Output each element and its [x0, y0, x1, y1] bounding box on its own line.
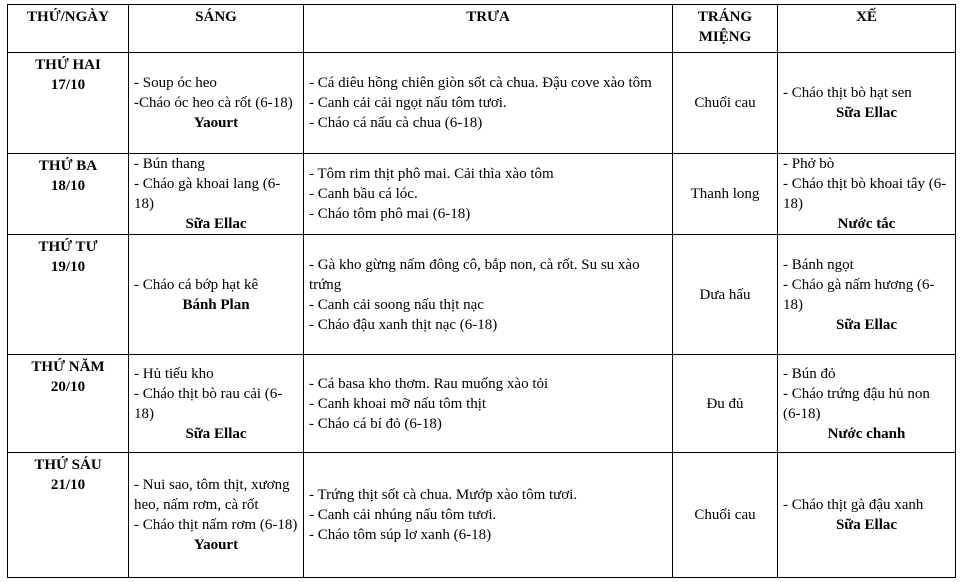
header-day: THỨ/NGÀY [8, 5, 129, 53]
day-cell [8, 235, 129, 355]
menu-row [8, 154, 956, 235]
snack-item: - Cháo thịt bò hạt sen [783, 85, 912, 101]
dessert-cell: Chuối cau [673, 453, 778, 578]
day-name: THỨ BA [38, 158, 98, 174]
snack-item: - Cháo thịt bò khoai tây (6-18) [783, 176, 947, 212]
snack-item: - Cháo trứng đậu hủ non (6-18) [783, 385, 930, 422]
lunch-cell [304, 453, 673, 578]
lunch-cell [304, 235, 673, 355]
snack-drink: Sữa Ellac [835, 105, 898, 121]
lunch-item: - Gà kho gừng nấm đông cô, bắp non, cà rốt. Su su xào trứng [309, 256, 640, 293]
breakfast-item: - Soup óc heo [134, 75, 217, 91]
day-name: THỨ TƯ [38, 239, 98, 255]
lunch-item: - Cháo cá bí đỏ (6-18) [309, 415, 442, 432]
lunch-item: - Cháo tôm phô mai (6-18) [309, 206, 471, 222]
snack-cell [778, 355, 956, 453]
lunch-cell [304, 53, 673, 154]
breakfast-item: - Cháo thịt nấm rơm (6-18) [134, 517, 298, 533]
dessert-cell: Dưa hấu [673, 235, 778, 355]
lunch-item: - Canh cải soong nấu thịt nạc [309, 296, 484, 313]
breakfast-cell [129, 53, 304, 154]
breakfast-drink: Sữa Ellac [185, 425, 247, 442]
lunch-cell [304, 355, 673, 453]
lunch-item: - Cháo cá nấu cà chua (6-18) [309, 115, 483, 131]
snack-drink: Sữa Ellac [835, 316, 898, 333]
day-name: THỨ SÁU [34, 457, 102, 473]
day-cell [8, 453, 129, 578]
snack-cell [778, 235, 956, 355]
lunch-item: - Canh cải cải ngọt nấu tôm tươi. [309, 95, 507, 111]
breakfast-item: - Cháo gà khoai lang (6-18) [134, 176, 281, 212]
lunch-item: - Canh cải nhúng nấu tôm tươi. [309, 507, 497, 523]
day-date: 19/10 [50, 259, 86, 275]
breakfast-drink: Sữa Ellac [185, 216, 247, 232]
header-snack: XẾ [778, 5, 956, 53]
snack-cell [778, 53, 956, 154]
breakfast-drink: Yaourt [193, 115, 239, 131]
weekly-menu-table [7, 4, 956, 578]
breakfast-drink: Yaourt [193, 537, 239, 553]
header-lunch: TRƯA [304, 5, 673, 53]
lunch-item: - Cá diêu hồng chiên giòn sốt cà chua. Đậu cove xào tôm [309, 75, 652, 91]
snack-cell [778, 453, 956, 578]
dessert-cell: Thanh long [673, 154, 778, 235]
breakfast-item: - Cháo cá bớp hạt kê [134, 276, 259, 293]
lunch-item: - Cá basa kho thơm. Rau muống xào tỏi [309, 375, 549, 392]
lunch-item: - Trứng thịt sốt cà chua. Mướp xào tôm tươi. [309, 487, 578, 503]
breakfast-item: - Hủ tiếu kho [134, 365, 214, 382]
header-breakfast: SÁNG [129, 5, 304, 53]
lunch-item: - Cháo đậu xanh thịt nạc (6-18) [309, 316, 498, 333]
snack-item: - Cháo thịt gà đậu xanh [783, 497, 924, 513]
snack-item: - Bún đỏ [783, 365, 836, 382]
lunch-cell [304, 154, 673, 235]
breakfast-item: - Cháo thịt bò rau cải (6-18) [134, 385, 283, 422]
menu-row [8, 235, 956, 355]
breakfast-item: -Cháo óc heo cà rốt (6-18) [134, 95, 293, 111]
dessert-cell: Chuối cau [673, 53, 778, 154]
day-date: 17/10 [50, 77, 86, 93]
lunch-item: - Canh khoai mỡ nấu tôm thịt [309, 395, 487, 412]
snack-drink: Sữa Ellac [835, 517, 898, 533]
menu-body [8, 53, 956, 578]
snack-item: - Bánh ngọt [783, 256, 854, 273]
header-dessert: TRÁNG MIỆNG [673, 5, 778, 53]
snack-cell [778, 154, 956, 235]
menu-row [8, 453, 956, 578]
breakfast-cell [129, 235, 304, 355]
lunch-item: - Canh bầu cá lóc. [309, 186, 418, 202]
breakfast-cell [129, 453, 304, 578]
header-row [8, 5, 956, 53]
lunch-item: - Cháo tôm súp lơ xanh (6-18) [309, 527, 492, 543]
breakfast-item: - Nui sao, tôm thịt, xương heo, nấm rơm, cà rốt [134, 477, 290, 513]
menu-row [8, 53, 956, 154]
breakfast-item: - Bún thang [134, 156, 205, 172]
snack-drink: Nước tắc [837, 216, 896, 232]
snack-item: - Phở bò [783, 156, 835, 172]
day-date: 21/10 [50, 477, 86, 493]
breakfast-drink: Bánh Plan [182, 296, 250, 313]
day-cell [8, 53, 129, 154]
day-cell [8, 355, 129, 453]
day-name: THỨ NĂM [31, 359, 105, 375]
day-name: THỨ HAI [35, 57, 101, 73]
day-date: 20/10 [50, 379, 86, 395]
day-date: 18/10 [50, 178, 86, 194]
snack-drink: Nước chanh [827, 425, 906, 442]
day-cell [8, 154, 129, 235]
breakfast-cell [129, 154, 304, 235]
menu-row [8, 355, 956, 453]
breakfast-cell [129, 355, 304, 453]
dessert-cell: Đu đủ [673, 355, 778, 453]
snack-item: - Cháo gà nấm hương (6-18) [783, 276, 935, 313]
lunch-item: - Tôm rim thịt phô mai. Cải thìa xào tôm [309, 166, 554, 182]
